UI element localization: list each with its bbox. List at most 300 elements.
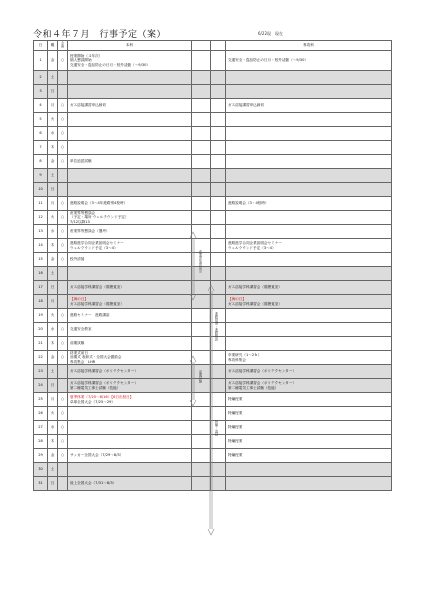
event-line: 【海の日】 xyxy=(228,297,246,302)
event-line: 第二種電気工事士試験（技能） xyxy=(70,385,121,390)
main-event-cell xyxy=(68,407,192,421)
mark-cell: ○ xyxy=(58,141,68,155)
event-line: ガス溶接学科講習会（視聴覚室） xyxy=(228,301,282,306)
day-cell: 6 xyxy=(34,127,48,141)
arrow-col-b xyxy=(211,267,226,281)
arrow-label-tokuhen: 特編・追試 xyxy=(214,420,218,436)
dow-cell: 月 xyxy=(48,295,58,309)
arrow-col-a xyxy=(192,99,211,113)
mark-cell xyxy=(58,379,68,393)
arrow-col-a xyxy=(192,477,211,491)
dow-cell: 木 xyxy=(48,239,58,253)
dow-cell: 火 xyxy=(48,407,58,421)
day-cell: 4 xyxy=(34,99,48,113)
special-event-cell xyxy=(226,113,392,127)
table-row xyxy=(34,267,392,281)
day-cell: 1 xyxy=(34,51,48,71)
event-line: 進路進学合同企業説明会セミナー xyxy=(70,241,124,246)
special-event-cell xyxy=(226,225,392,239)
table-row xyxy=(34,127,392,141)
event-line: 交通安全・盗品防止の日月・校外活動（～9/30） xyxy=(228,58,308,63)
col-main-header: 本科 xyxy=(68,41,192,51)
event-line: 特編授業 xyxy=(228,453,243,458)
mark-cell xyxy=(58,295,68,309)
special-event-cell xyxy=(226,309,392,323)
day-cell: 31 xyxy=(34,477,48,491)
day-cell: 14 xyxy=(34,239,48,253)
day-cell: 10 xyxy=(34,183,48,197)
mark-cell: ○ xyxy=(58,393,68,407)
arrow-col-a xyxy=(192,211,211,225)
dow-cell: 水 xyxy=(48,323,58,337)
dow-cell: 金 xyxy=(48,351,58,365)
dow-cell: 木 xyxy=(48,141,58,155)
dow-cell: 金 xyxy=(48,449,58,463)
event-line: ガス溶接学科講習会（ポリテクセンター） xyxy=(70,381,138,386)
special-event-cell xyxy=(226,337,392,351)
special-event-cell xyxy=(226,477,392,491)
mark-cell: ○ xyxy=(58,225,68,239)
col-mark-header: 会議 xyxy=(58,41,68,51)
event-line: 夏季休業（7/25～8/16）【6日出校日】 xyxy=(70,395,134,400)
main-event-cell xyxy=(68,183,192,197)
special-event-cell xyxy=(226,71,392,85)
arrow-col-a xyxy=(192,337,211,351)
special-event-cell xyxy=(226,239,392,253)
day-cell: 23 xyxy=(34,365,48,379)
day-cell: 21 xyxy=(34,337,48,351)
table-row xyxy=(34,253,392,267)
event-line: ガス溶接学科講習会（視聴覚室） xyxy=(70,301,124,306)
col-day-header: 日 xyxy=(34,41,48,51)
day-cell: 7 xyxy=(34,141,48,155)
dow-cell: 土 xyxy=(48,463,58,477)
dow-cell: 日 xyxy=(48,183,58,197)
arrow-col-a xyxy=(192,463,211,477)
table-row xyxy=(34,295,392,309)
arrow-col-b xyxy=(211,253,226,267)
table-row xyxy=(34,113,392,127)
special-event-cell xyxy=(226,183,392,197)
day-cell: 20 xyxy=(34,323,48,337)
event-line: ガス溶接学科講習会（ポリテクセンター） xyxy=(228,369,296,374)
arrow-col-a xyxy=(192,155,211,169)
event-line: 産業界等懇談会 xyxy=(70,211,96,216)
day-cell: 27 xyxy=(34,421,48,435)
event-line: 前期試験 xyxy=(70,341,85,346)
mark-cell: ○ xyxy=(58,435,68,449)
table-row xyxy=(34,407,392,421)
dow-cell: 木 xyxy=(48,435,58,449)
table-row xyxy=(34,477,392,491)
event-line: ガス溶接学科講習会（ポリテクセンター） xyxy=(70,369,138,374)
arrow-col-b xyxy=(211,463,226,477)
arrow-col-a xyxy=(192,309,211,323)
main-event-cell xyxy=(68,463,192,477)
day-cell: 8 xyxy=(34,155,48,169)
day-cell: 24 xyxy=(34,379,48,393)
mark-cell: ○ xyxy=(58,421,68,435)
arrow-col-a xyxy=(192,351,211,365)
mark-cell: ○ xyxy=(58,99,68,113)
mark-cell: ○ xyxy=(58,113,68,127)
arrow-col-a xyxy=(192,141,211,155)
event-line: 進路進学合同企業説明会セミナー xyxy=(228,241,282,246)
arrow-col-b xyxy=(211,225,226,239)
dow-cell: 火 xyxy=(48,211,58,225)
special-event-cell xyxy=(226,253,392,267)
arrow-col-a xyxy=(192,421,211,435)
day-cell: 19 xyxy=(34,309,48,323)
special-event-cell xyxy=(226,379,392,393)
arrow-col-b xyxy=(211,51,226,71)
dow-cell: 金 xyxy=(48,155,58,169)
arrow-col-b xyxy=(211,127,226,141)
event-line: 7/12以降13 xyxy=(70,219,90,224)
event-line: ウェルラウンド予定（3～4） xyxy=(228,245,276,250)
arrow-col-a xyxy=(192,295,211,309)
day-cell: 2 xyxy=(34,71,48,85)
arrow-col-a xyxy=(192,51,211,71)
table-row xyxy=(34,309,392,323)
dow-cell: 土 xyxy=(48,71,58,85)
mark-cell: ○ xyxy=(58,239,68,253)
arrow-col-b xyxy=(211,99,226,113)
event-line: 進路セミナー 進路講話 xyxy=(70,313,110,318)
dow-cell: 火 xyxy=(48,309,58,323)
arrow-col-b xyxy=(211,71,226,85)
arrow-col-b xyxy=(211,113,226,127)
arrow-col-a xyxy=(192,393,211,407)
event-line: 特編授業 xyxy=(228,439,243,444)
event-line: ガス溶接学科講習会（ポリテクセンター） xyxy=(228,381,296,386)
day-cell: 3 xyxy=(34,85,48,99)
table-row xyxy=(34,85,392,99)
special-event-cell xyxy=(226,169,392,183)
dow-cell: 金 xyxy=(48,51,58,71)
event-line: 卒業研究（1～2ｈ） xyxy=(228,353,262,358)
main-event-cell xyxy=(68,71,192,85)
table-row xyxy=(34,155,392,169)
arrow-col-a xyxy=(192,127,211,141)
table-row xyxy=(34,183,392,197)
table-row xyxy=(34,99,392,113)
main-event-cell xyxy=(68,421,192,435)
dow-cell: 日 xyxy=(48,379,58,393)
mark-cell: ○ xyxy=(58,197,68,211)
arrow-col-b xyxy=(211,435,226,449)
event-line: 校外清掃 xyxy=(70,257,85,262)
main-event-cell xyxy=(68,197,192,211)
arrow-col-a xyxy=(192,281,211,295)
special-event-cell xyxy=(226,295,392,309)
table-row xyxy=(34,323,392,337)
day-cell: 28 xyxy=(34,435,48,449)
day-cell: 17 xyxy=(34,281,48,295)
main-event-cell xyxy=(68,435,192,449)
event-line: 専攻科集会 xyxy=(228,357,246,362)
mark-cell: ○ xyxy=(58,351,68,365)
table-row xyxy=(34,197,392,211)
main-event-cell xyxy=(68,365,192,379)
arrow-col-b xyxy=(211,211,226,225)
col-special-header: 専攻科 xyxy=(226,41,392,51)
arrow-col-b xyxy=(211,393,226,407)
table-row xyxy=(34,421,392,435)
event-line: ガス溶接講習申込締切 xyxy=(70,103,106,108)
table-row xyxy=(34,337,392,351)
event-line: 卓球全国大会（7/25～29） xyxy=(70,399,115,404)
mark-cell: ○ xyxy=(58,211,68,225)
day-cell: 29 xyxy=(34,449,48,463)
event-line: （予定・場所 ウェルラウンド予定） xyxy=(70,215,129,220)
table-row xyxy=(34,225,392,239)
special-event-cell xyxy=(226,421,392,435)
main-event-cell xyxy=(68,99,192,113)
event-line: 陸上全国大会（7/31～8/3） xyxy=(70,481,117,486)
arrow-col-b xyxy=(211,155,226,169)
day-cell: 26 xyxy=(34,407,48,421)
dow-cell: 日 xyxy=(48,85,58,99)
mark-cell: ○ xyxy=(58,253,68,267)
special-event-cell xyxy=(226,267,392,281)
dow-cell: 水 xyxy=(48,421,58,435)
special-event-cell xyxy=(226,99,392,113)
mark-cell xyxy=(58,267,68,281)
dow-cell: 火 xyxy=(48,113,58,127)
table-row xyxy=(34,239,392,253)
special-event-cell xyxy=(226,127,392,141)
dow-cell: 土 xyxy=(48,267,58,281)
event-line: 特編授業 xyxy=(228,425,243,430)
col-dow-header: 曜 xyxy=(48,41,58,51)
table-row xyxy=(34,141,392,155)
mark-cell: ○ xyxy=(58,51,68,71)
main-event-cell xyxy=(68,253,192,267)
event-line: ガス溶接講習申込締切 xyxy=(228,103,264,108)
event-line: 第二種電気工事士試験（技能） xyxy=(228,385,279,390)
main-event-cell xyxy=(68,113,192,127)
event-line: 交通安全・盗品防止の日月・校外活動（～9/30） xyxy=(70,62,150,67)
event-line: 産業界等懇談会（選考） xyxy=(70,229,110,234)
arrow-col-a xyxy=(192,225,211,239)
special-event-cell xyxy=(226,197,392,211)
day-cell: 5 xyxy=(34,113,48,127)
col-arrow-b-header xyxy=(211,41,226,51)
event-line: 特編授業 xyxy=(228,411,243,416)
table-row xyxy=(34,281,392,295)
mark-cell xyxy=(58,463,68,477)
dow-cell: 月 xyxy=(48,393,58,407)
arrow-col-b xyxy=(211,449,226,463)
mark-cell: ○ xyxy=(58,323,68,337)
dow-cell: 木 xyxy=(48,337,58,351)
arrow-col-a xyxy=(192,71,211,85)
day-cell: 15 xyxy=(34,253,48,267)
arrow-col-a xyxy=(192,169,211,183)
arrow-label-sangyokai: 産業界等懇談会 xyxy=(198,250,202,273)
arrow-col-b xyxy=(211,183,226,197)
event-line: 【海の日】 xyxy=(70,297,88,302)
dow-cell: 水 xyxy=(48,225,58,239)
schedule-table xyxy=(33,40,392,491)
mark-cell: ○ xyxy=(58,449,68,463)
arrow-col-a xyxy=(192,197,211,211)
dow-cell: 月 xyxy=(48,197,58,211)
main-event-cell xyxy=(68,225,192,239)
arrow-col-b xyxy=(211,295,226,309)
arrow-label-shinro: 進路指導・進路相談 xyxy=(214,312,218,341)
main-event-cell xyxy=(68,309,192,323)
main-event-cell xyxy=(68,477,192,491)
day-cell: 22 xyxy=(34,351,48,365)
mark-cell: ○ xyxy=(58,127,68,141)
mark-cell: ○ xyxy=(58,155,68,169)
arrow-col-b xyxy=(211,85,226,99)
main-event-cell xyxy=(68,155,192,169)
dow-cell: 日 xyxy=(48,281,58,295)
table-row xyxy=(34,393,392,407)
event-line: ウェルラウンド予定（3～4） xyxy=(70,245,118,250)
event-line: 専攻集会 LHR xyxy=(70,359,96,364)
day-cell: 16 xyxy=(34,267,48,281)
special-event-cell xyxy=(226,211,392,225)
special-event-cell xyxy=(226,407,392,421)
special-event-cell xyxy=(226,365,392,379)
event-line: ガス溶接学科講習会（視聴覚室） xyxy=(70,285,124,290)
event-line: 終業式前日 xyxy=(70,351,88,356)
main-event-cell xyxy=(68,281,192,295)
event-line: サッカー全国大会（7/29～8/3） xyxy=(70,453,124,458)
page-title: 令和４年７月 行事予定（案） xyxy=(33,30,167,40)
arrow-col-a xyxy=(192,113,211,127)
main-event-cell xyxy=(68,351,192,365)
mark-cell xyxy=(58,169,68,183)
special-event-cell xyxy=(226,141,392,155)
event-line: 進路説明会（3・4校時） xyxy=(228,201,269,206)
arrow-col-b xyxy=(211,141,226,155)
table-row xyxy=(34,463,392,477)
arrow-col-a xyxy=(192,183,211,197)
dow-cell: 水 xyxy=(48,127,58,141)
table-row xyxy=(34,379,392,393)
table-row xyxy=(34,449,392,463)
event-line: 特編授業 xyxy=(228,397,243,402)
special-event-cell xyxy=(226,435,392,449)
day-cell: 11 xyxy=(34,197,48,211)
arrow-col-a xyxy=(192,85,211,99)
header-row xyxy=(34,41,392,51)
main-event-cell xyxy=(68,323,192,337)
mark-cell xyxy=(58,477,68,491)
day-cell: 12 xyxy=(34,211,48,225)
arrow-col-a xyxy=(192,323,211,337)
arrow-col-b xyxy=(211,407,226,421)
event-line: 進路説明会（3～4年進路別4校時） xyxy=(70,201,128,206)
col-arrow-a-header xyxy=(192,41,211,51)
special-event-cell xyxy=(226,51,392,71)
day-cell: 9 xyxy=(34,169,48,183)
main-event-cell xyxy=(68,141,192,155)
table-row xyxy=(34,51,392,71)
mark-cell xyxy=(58,85,68,99)
table-row xyxy=(34,351,392,365)
main-event-cell xyxy=(68,295,192,309)
dow-cell: 金 xyxy=(48,253,58,267)
mark-cell xyxy=(58,71,68,85)
main-event-cell xyxy=(68,267,192,281)
main-event-cell xyxy=(68,239,192,253)
dow-cell: 日 xyxy=(48,477,58,491)
main-event-cell xyxy=(68,393,192,407)
table-row xyxy=(34,211,392,225)
arrow-label-zenki: 前期試験 xyxy=(198,370,202,383)
mark-cell xyxy=(58,281,68,295)
day-cell: 13 xyxy=(34,225,48,239)
dow-cell: 土 xyxy=(48,169,58,183)
main-event-cell xyxy=(68,169,192,183)
special-event-cell xyxy=(226,449,392,463)
event-line: 前期式 表彰式・全国大会激励会 xyxy=(70,355,122,360)
dow-cell: 土 xyxy=(48,365,58,379)
arrow-col-b xyxy=(211,169,226,183)
mark-cell xyxy=(58,365,68,379)
main-event-cell xyxy=(68,379,192,393)
as-of-date: 6/22現 現在 xyxy=(258,31,283,36)
special-event-cell xyxy=(226,281,392,295)
main-event-cell xyxy=(68,211,192,225)
event-line: 授業開始（４年次） xyxy=(70,54,103,59)
day-cell: 18 xyxy=(34,295,48,309)
main-event-cell xyxy=(68,51,192,71)
main-event-cell xyxy=(68,449,192,463)
day-cell: 30 xyxy=(34,463,48,477)
day-cell: 25 xyxy=(34,393,48,407)
main-event-cell xyxy=(68,127,192,141)
arrow-col-b xyxy=(211,379,226,393)
event-line: 単位追認試験 xyxy=(70,159,92,164)
arrow-col-b xyxy=(211,365,226,379)
mark-cell: ○ xyxy=(58,309,68,323)
arrow-col-a xyxy=(192,449,211,463)
mark-cell: ○ xyxy=(58,407,68,421)
dow-cell: 月 xyxy=(48,99,58,113)
table-row xyxy=(34,71,392,85)
arrow-col-a xyxy=(192,407,211,421)
event-line: 個人懇談開始 xyxy=(70,58,92,63)
special-event-cell xyxy=(226,155,392,169)
special-event-cell xyxy=(226,85,392,99)
arrow-col-b xyxy=(211,239,226,253)
arrow-col-b xyxy=(211,281,226,295)
main-event-cell xyxy=(68,337,192,351)
arrow-col-a xyxy=(192,435,211,449)
event-line: 交通安全教室 xyxy=(70,327,92,332)
special-event-cell xyxy=(226,393,392,407)
mark-cell xyxy=(58,183,68,197)
arrow-col-b xyxy=(211,351,226,365)
table-row xyxy=(34,365,392,379)
arrow-col-b xyxy=(211,197,226,211)
mark-cell: ○ xyxy=(58,337,68,351)
special-event-cell xyxy=(226,351,392,365)
table-row xyxy=(34,169,392,183)
main-event-cell xyxy=(68,85,192,99)
special-event-cell xyxy=(226,463,392,477)
table-row xyxy=(34,435,392,449)
special-event-cell xyxy=(226,323,392,337)
event-line: ガス溶接学科講習会（視聴覚室） xyxy=(228,285,282,290)
